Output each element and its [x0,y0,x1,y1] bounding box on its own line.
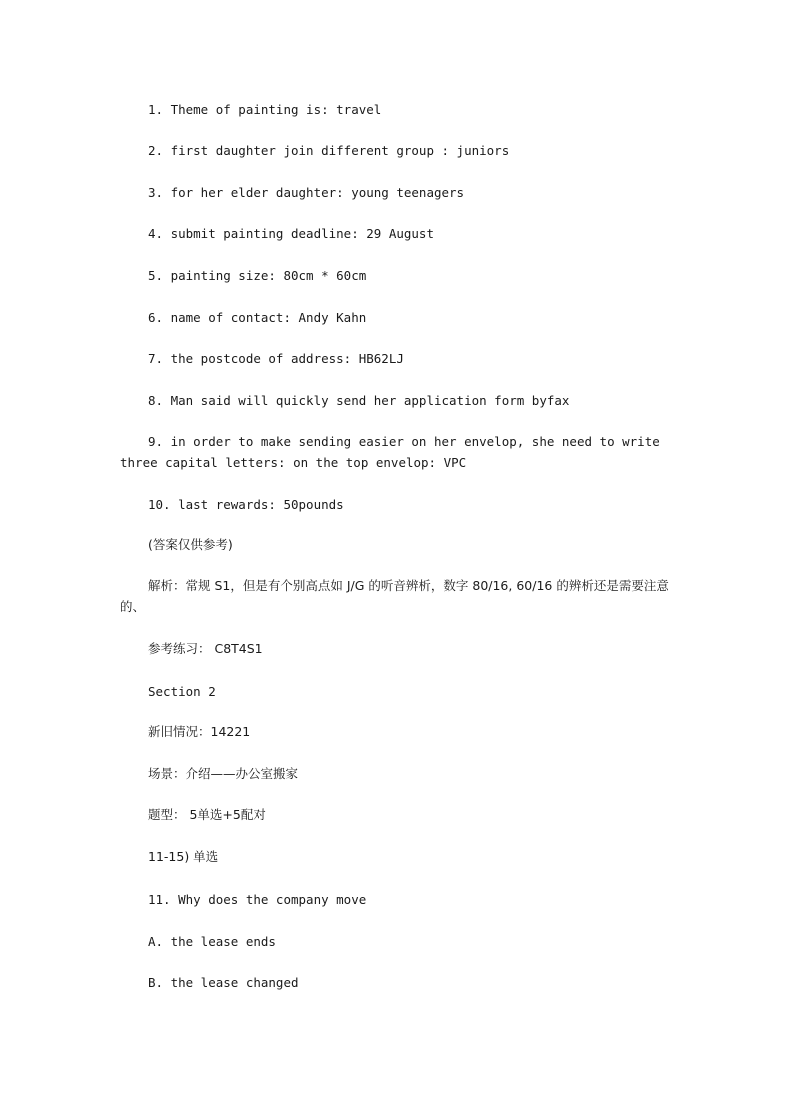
scene-description: 场景：介绍——办公室搬家 [148,766,299,781]
answer-7: 7. the postcode of address: HB62LJ [148,351,404,366]
section-title: Section 2 [148,684,216,699]
answer-6: 6. name of contact: Andy Kahn [148,310,367,325]
answer-note: (答案仅供参考) [148,537,233,552]
answer-5: 5. painting size: 80cm * 60cm [148,268,367,283]
option-b: B. the lease changed [148,975,299,990]
question-11: 11. Why does the company move [148,892,367,907]
answer-2: 2. first daughter join different group : juniors [148,143,510,158]
answer-9: 9. in order to make sending easier on her envelop, she need to write three capital letters: on the top envelop: VPC [120,434,660,470]
answer-1: 1. Theme of painting is: travel [148,102,382,117]
answer-4: 4. submit painting deadline: 29 August [148,226,434,241]
question-type: 题型： 5单选+5配对 [148,807,266,822]
option-a: A. the lease ends [148,934,276,949]
analysis-paragraph: 解析：常规 S1，但是有个别高点如 J/G 的听音辨析，数字 80/16, 60/16 的辨析还是需要注意的、 [120,578,669,614]
new-old-status: 新旧情况：14221 [148,724,251,739]
reference-practice: 参考练习： C8T4S1 [148,641,263,656]
answer-10: 10. last rewards: 50pounds [148,497,344,512]
answer-8: 8. Man said will quickly send her application form byfax [148,393,570,408]
question-range: 11-15) 单选 [148,849,219,864]
answer-3: 3. for her elder daughter: young teenagers [148,185,465,200]
